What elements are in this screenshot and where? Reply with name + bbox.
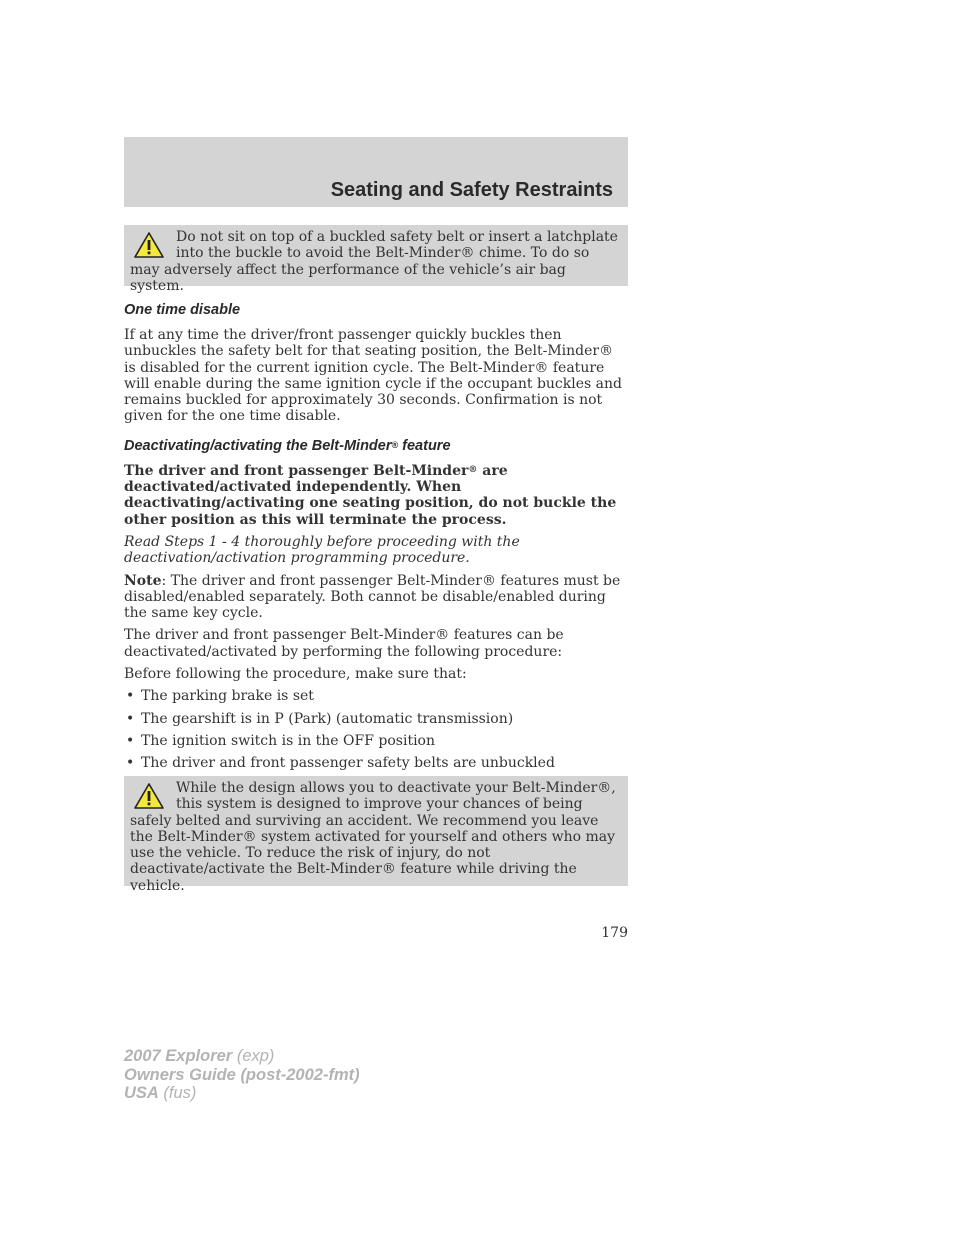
warning-text: Do not sit on top of a buckled safety belt or insert a latchplate into the buckle to avoid the Belt-Minder® chime. To do so may adversely affect the performance of the vehicle’s air bag system. (130, 229, 618, 294)
bullet-dot: • (126, 710, 135, 727)
one-time-disable-paragraph: If at any time the driver/front passenger quickly buckles then unbuckles the safety belt for that seating position, the Belt-Minder® is disabled for the current ignition cycle. The Belt-Minder® feature will enable during the same ignition cycle if the occupant buckles and remains buckled for approximately 30 seconds. Confirmation is not given for the one time disable. (124, 327, 622, 425)
warning-text: While the design allows you to deactivate your Belt-Minder®, this system is designed to improve your chances of being safely belted and surviving an accident. We recommend you leave the Belt-Minder® system activated for yourself and others who may use the vehicle. To reduce the risk of injury, do not deactivate/activate the Belt-Minder® feature while driving the vehicle. (130, 780, 616, 894)
footer-market: USA (124, 1084, 159, 1102)
list-item (124, 755, 628, 771)
prerequisite-list (124, 688, 628, 771)
registered-mark: ® (391, 439, 399, 450)
heading-text: Deactivating/activating the Belt-Minder (124, 437, 392, 454)
warning-triangle-icon (133, 231, 165, 259)
heading-text-end: feature (398, 437, 451, 454)
bullet-dot: • (126, 755, 135, 772)
page-title: Seating and Safety Restraints (330, 179, 613, 201)
section-heading-deactivating (124, 437, 628, 455)
bullet-dot: • (126, 688, 135, 705)
procedure-intro-paragraph: The driver and front passenger Belt-Minder® features can be deactivated/activated by performing the following procedure: (124, 627, 564, 660)
footer-line-market (124, 1084, 360, 1103)
bold-text: The driver and front passenger Belt-Minder (124, 462, 469, 479)
main-content (124, 301, 628, 778)
header-band (124, 137, 628, 207)
list-item-text: The parking brake is set (141, 688, 314, 705)
section-heading-one-time-disable: One time disable (124, 302, 241, 318)
list-item-text: The driver and front passenger safety belts are unbuckled (141, 755, 555, 772)
note-label: Note (124, 572, 162, 589)
note-paragraph (124, 573, 628, 622)
bold-instruction-paragraph (124, 463, 628, 528)
warning-box-belt-minder-chime (124, 225, 628, 294)
footer-market-code: (fus) (158, 1084, 197, 1102)
list-item-text: The ignition switch is in the OFF position (141, 732, 435, 749)
footer-line-guide (124, 1066, 360, 1085)
footer-guide: Owners Guide (post-2002-fmt) (124, 1065, 360, 1084)
list-item (124, 733, 628, 749)
list-item-text: The gearshift is in P (Park) (automatic transmission) (141, 710, 514, 727)
bullet-dot: • (126, 732, 135, 749)
page-number: 179 (601, 925, 628, 941)
document-footer (124, 1047, 360, 1103)
note-text: : The driver and front passenger Belt-Minder® features must be disabled/enabled separately. Both cannot be disable/enabled during the same key cycle. (124, 572, 621, 622)
footer-model: 2007 Explorer (124, 1047, 233, 1065)
footer-line-model (124, 1047, 360, 1066)
list-item (124, 711, 628, 727)
warning-triangle-icon (133, 782, 165, 810)
warning-box-deactivation-risk (124, 776, 628, 894)
bold-text-end: are deactivated/activated independently. When deactivating/activating one seating position, do not buckle the other position as this will terminate the process. (124, 462, 617, 528)
before-procedure-paragraph: Before following the procedure, make sure that: (124, 666, 467, 683)
list-item (124, 688, 628, 704)
footer-model-code: (exp) (232, 1047, 275, 1065)
registered-mark: ® (468, 464, 478, 475)
italic-read-steps-note: Read Steps 1 - 4 thoroughly before proceeding with the deactivation/activation programming procedure. (124, 533, 520, 567)
